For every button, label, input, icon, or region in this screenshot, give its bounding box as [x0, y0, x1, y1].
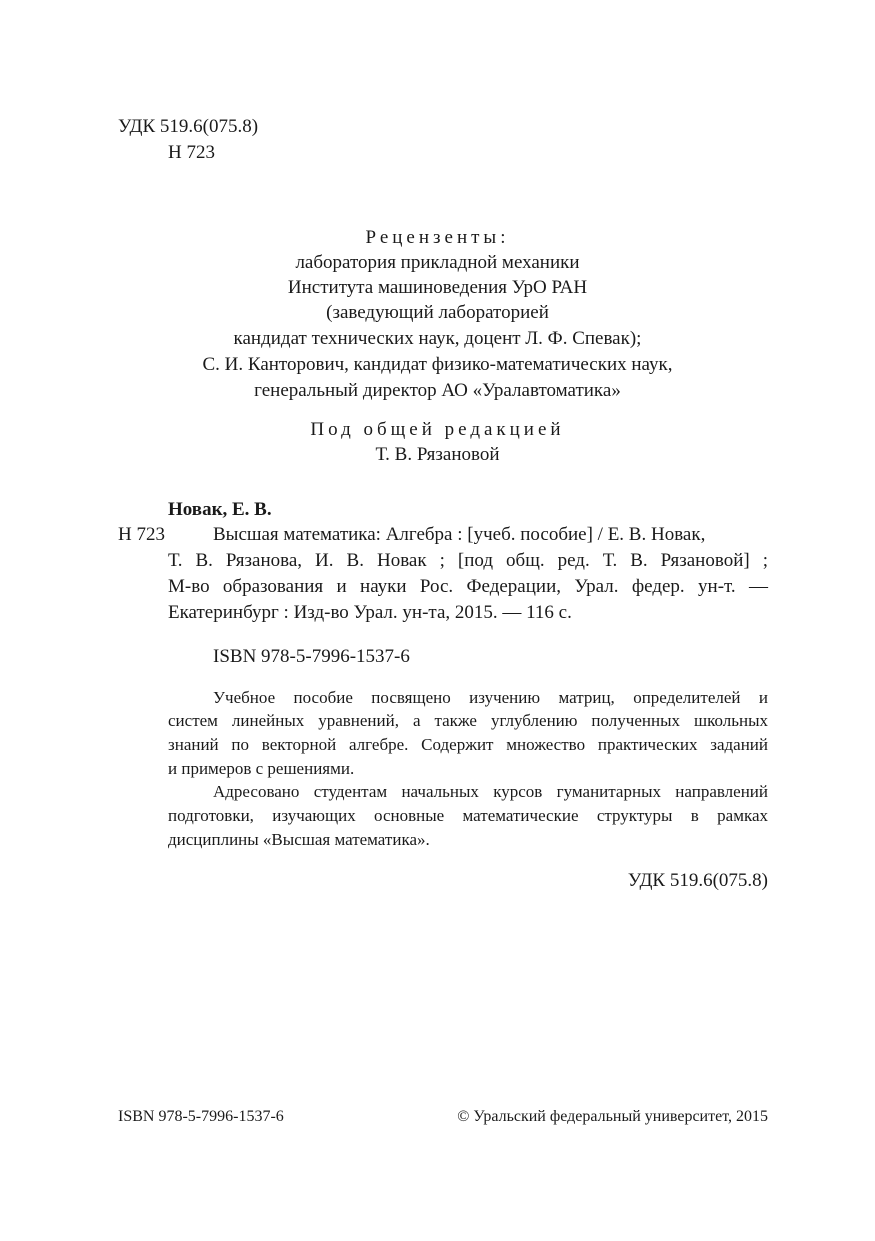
- annotation-line: систем линейных уравнений, а также углублению полученных школьных: [168, 711, 768, 730]
- bib-isbn: ISBN 978-5-7996-1537-6: [213, 646, 410, 667]
- bib-line-3: М-во образования и науки Рос. Федерации, Урал. федер. ун-т. —: [168, 576, 768, 597]
- bib-line-4: Екатеринбург : Изд-во Урал. ун-та, 2015. — 116 с.: [168, 602, 572, 623]
- editor-heading: Под общей редакцией: [310, 419, 565, 440]
- footer-isbn: ISBN 978-5-7996-1537-6: [118, 1108, 284, 1125]
- reviewer-line: (заведующий лабораторией: [326, 302, 549, 323]
- annotation-line: Учебное пособие посвящено изучению матриц, определителей и: [213, 688, 768, 707]
- reviewer-line: лаборатория прикладной механики: [295, 252, 580, 273]
- editor-name: Т. В. Рязановой: [375, 444, 500, 465]
- annotation-line: подготовки, изучающих основные математические структуры в рамках: [168, 806, 768, 825]
- bib-code: Н 723: [118, 524, 165, 545]
- bib-line-1: [213, 523, 768, 547]
- reviewer-line: генеральный директор АО «Уралавтоматика»: [254, 380, 621, 401]
- reviewer-line: С. И. Канторович, кандидат физико-математических наук,: [202, 354, 673, 375]
- footer-copyright: © Уральский федеральный университет, 2015: [457, 1108, 768, 1125]
- annotation-line: и примеров с решениями.: [168, 759, 355, 778]
- udk-code: Н 723: [168, 142, 215, 163]
- annotation-udk: УДК 519.6(075.8): [627, 870, 768, 891]
- bib-author: Новак, Е. В.: [168, 499, 272, 520]
- bib-text: Высшая математика: Алгебра : [учеб. пособие] / Е. В. Новак,: [213, 524, 706, 545]
- udk-header: УДК 519.6(075.8): [118, 116, 259, 137]
- annotation-line: знаний по векторной алгебре. Содержит множество практических заданий: [168, 735, 768, 754]
- reviewer-line: Института машиноведения УрО РАН: [287, 277, 588, 298]
- annotation-line: Адресовано студентам начальных курсов гуманитарных направлений: [213, 782, 768, 801]
- bib-line-2: Т. В. Рязанова, И. В. Новак ; [под общ. ред. Т. В. Рязановой] ;: [168, 550, 768, 571]
- reviewer-line: кандидат технических наук, доцент Л. Ф. Спевак);: [233, 328, 642, 349]
- annotation-line: дисциплины «Высшая математика».: [168, 830, 430, 849]
- reviewers-heading: Рецензенты:: [365, 227, 510, 248]
